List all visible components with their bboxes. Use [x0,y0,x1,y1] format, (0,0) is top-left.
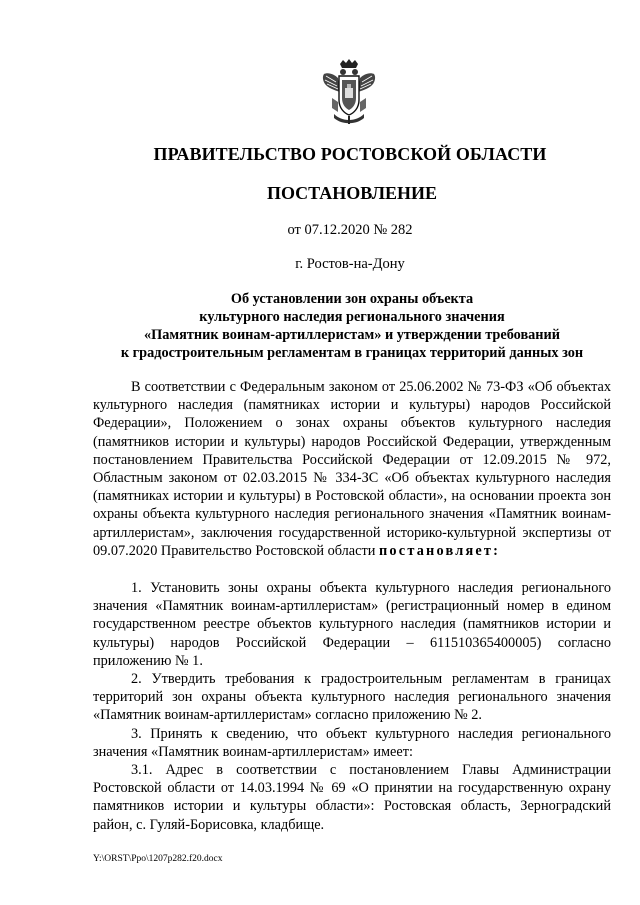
coat-of-arms-icon [318,58,380,126]
document-body [93,378,611,834]
document-date-number: от 07.12.2020 № 282 [287,222,413,238]
preamble-paragraph [93,378,611,560]
subject-line: «Памятник воинам-артиллеристам» и утверждении требований [143,327,561,343]
document-type: ПОСТАНОВЛЕНИЕ [266,183,438,203]
clause-paragraph: 3.1. Адрес в соответствии с постановлением Главы Администрации Ростовской области от 14.03.1994 № 69 «О принятии на государственную охрану памятников истории и культуры области»: Ростовская область, Зерноградский район, с. Гуляй-Борисовка, кладбище. [93,762,611,833]
file-path-footer: Y:\ORST\Ppo\1207p282.f20.docx [93,854,223,864]
government-title: ПРАВИТЕЛЬСТВО РОСТОВСКОЙ ОБЛАСТИ [153,144,547,164]
clause-paragraph: 2. Утвердить требования к градостроительным регламентам в границах территорий зон охраны объекта культурного наследия регионального значения «Памятник воинам-артиллеристам» согласно приложению № 2. [93,671,611,724]
clause-paragraph: 3. Принять к сведению, что объект культурного наследия регионального значения «Памятник воинам-артиллеристам» имеет: [93,725,611,760]
decree-word: постановляет: [378,542,501,559]
preamble-text: В соответствии с Федеральным законом от 25.06.2002 № 73-ФЗ «Об объектах культурного наследия (памятниках истории и культуры) народов Российской Федерации», Положением о зонах охраны объектов культурного наследия (памятников истории и культуры) народов Российской Федерации, утвержденным постановлением Правительства Российской Федерации от 12.09.2015 № 972, Областным законом от 02.03.2015 № 334-ЗС «Об объектах культурного наследия (памятниках истории и культуры) в Ростовской области», на основании проекта зон охраны объекта культурного наследия регионального значения «Памятник воинам-артиллеристам», заключения государственной историко-культурной экспертизы от 09.07.2020 Правительство Ростовской области [93,379,611,559]
subject-line: к градостроительным регламентам в границах территорий данных зон [120,345,584,361]
subject-line: культурного наследия регионального значения [199,309,505,325]
document-city: г. Ростов-на-Дону [295,256,405,272]
document-subject [92,290,612,362]
clause-paragraph: 1. Установить зоны охраны объекта культурного наследия регионального значения «Памятник воинам-артиллеристам» (регистрационный номер в едином государственном реестре объектов культурного наследия (памятников истории и культуры) народов Российской Федерации – 611510365400005) согласно приложению № 1. [93,580,611,669]
subject-line: Об установлении зон охраны объекта [230,291,474,307]
